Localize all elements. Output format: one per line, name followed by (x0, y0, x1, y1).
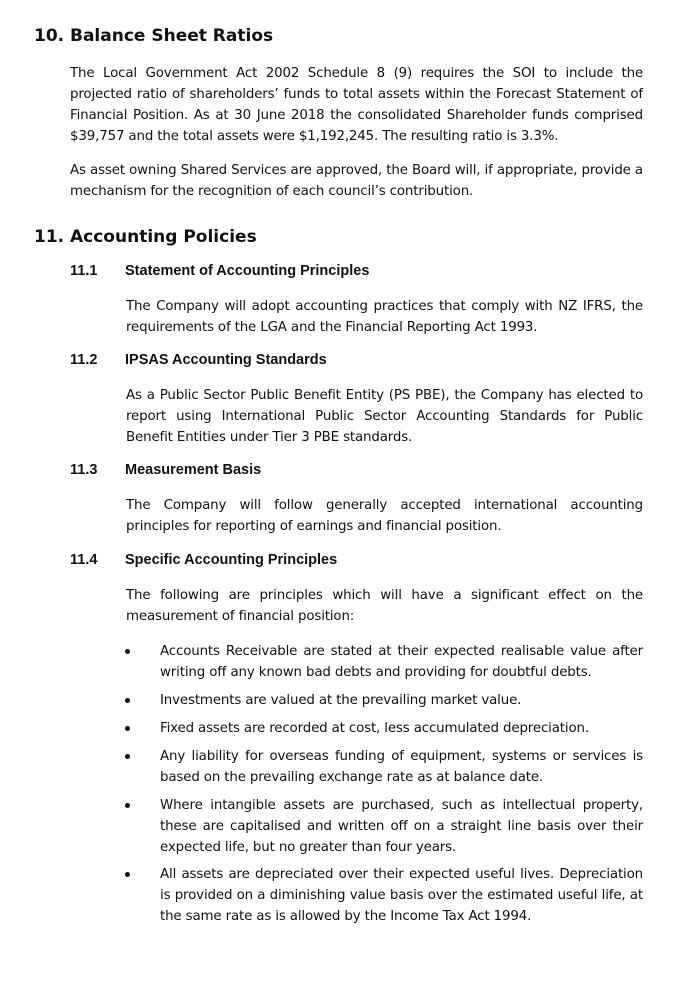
bullet-dot-icon (125, 698, 130, 703)
subsection-11-3-title: Measurement Basis (125, 462, 262, 478)
list-item (120, 795, 643, 858)
section-10-paragraph-2: As asset owning Shared Services are approved, the Board will, if appropriate, provide a mechanism for the recognition of each council’s contribution. (70, 163, 643, 199)
subsection-11-2-text: As a Public Sector Public Benefit Entity (PS PBE), the Company has elected to report using International Public Sector Accounting Standards for Public Benefit Entities under Tier 3 PBE standards. (126, 388, 643, 445)
subsection-11-1-text: The Company will adopt accounting practices that comply with NZ IFRS, the requirements of the LGA and the Financial Reporting Act 1993. (126, 299, 643, 335)
subsection-11-2-number: 11.2 (70, 352, 98, 368)
bullet-dot-icon (125, 649, 130, 654)
list-item-text: Investments are valued at the prevailing market value. (160, 693, 522, 708)
list-item-text: Any liability for overseas funding of equipment, systems or services is based on the prevailing exchange rate as at balance date. (160, 749, 643, 785)
section-10-title: Balance Sheet Ratios (70, 26, 274, 46)
list-item (120, 718, 643, 739)
subsection-11-4-number: 11.4 (70, 552, 98, 568)
section-10-number: 10. (34, 26, 65, 46)
list-item (120, 690, 643, 711)
subsection-11-4-intro: The following are principles which will have a significant effect on the measurement of financial position: (126, 588, 643, 624)
subsection-11-1-title: Statement of Accounting Principles (125, 263, 370, 279)
section-11-heading (34, 226, 257, 248)
section-10-paragraph-1: The Local Government Act 2002 Schedule 8 (9) requires the SOI to include the projected ratio of shareholders’ funds to total assets within the Forecast Statement of Financial Position. As at 30 June 2018 the consolidated Shareholder funds comprised $39,757 and the total assets were $1,192,245. The resulting ratio is 3.3%. (70, 66, 643, 144)
bullet-dot-icon (125, 726, 130, 731)
section-10-heading (34, 25, 273, 47)
section-11-title: Accounting Policies (70, 227, 257, 247)
list-item-text: Accounts Receivable are stated at their expected realisable value after writing off any known bad debts and providing for doubtful debts. (160, 644, 643, 680)
bullet-dot-icon (125, 754, 130, 759)
bullet-dot-icon (125, 803, 130, 808)
subsection-11-4-title: Specific Accounting Principles (125, 552, 338, 568)
list-item-text: Fixed assets are recorded at cost, less accumulated depreciation. (160, 721, 589, 736)
list-item (120, 641, 643, 683)
subsection-11-2-title: IPSAS Accounting Standards (125, 352, 327, 368)
section-11-number: 11. (34, 227, 65, 247)
list-item (120, 746, 643, 788)
list-item-text: All assets are depreciated over their expected useful lives. Depreciation is provided on a diminishing value basis over the estimated useful life, at the same rate as is allowed by the Income Tax Act 1994. (160, 867, 643, 924)
list-item (120, 864, 643, 927)
subsection-11-3-text: The Company will follow generally accepted international accounting principles for reporting of earnings and financial position. (126, 498, 643, 534)
subsection-11-1-number: 11.1 (70, 263, 98, 279)
subsection-11-3-number: 11.3 (70, 462, 98, 478)
bullet-dot-icon (125, 872, 130, 877)
list-item-text: Where intangible assets are purchased, such as intellectual property, these are capitalised and written off on a straight line basis over their expected life, but no greater than four years. (160, 798, 643, 855)
